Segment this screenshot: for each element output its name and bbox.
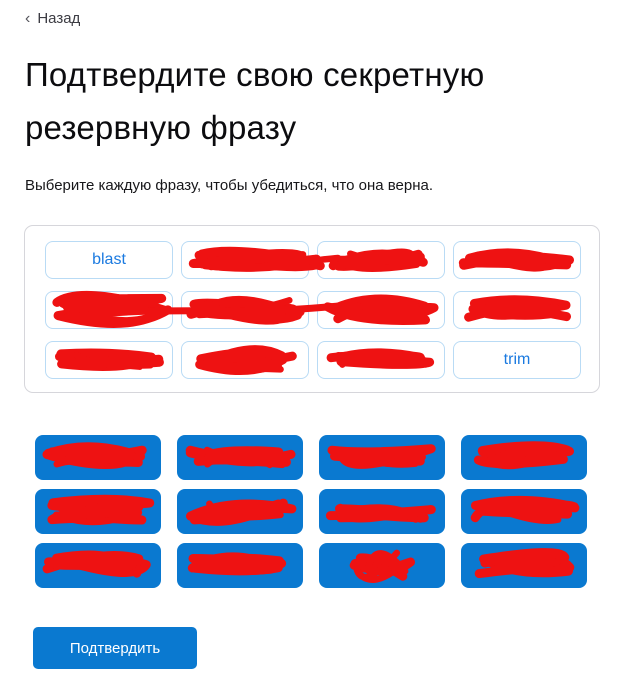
word-choice-button[interactable] xyxy=(177,435,303,480)
word-choice-button[interactable] xyxy=(35,435,161,480)
word-choice-label: climb xyxy=(365,449,399,466)
word-choice-button[interactable] xyxy=(461,543,587,588)
page-title-line-1: Подтвердите свою секретную xyxy=(25,56,485,93)
phrase-slot[interactable] xyxy=(317,341,445,379)
phrase-slot[interactable] xyxy=(45,341,173,379)
phrase-slot[interactable] xyxy=(45,291,173,329)
page-title-line-2: резервную фразу xyxy=(25,109,297,146)
phrase-slot[interactable] xyxy=(317,241,445,279)
confirm-button[interactable]: Подтвердить xyxy=(33,627,197,669)
back-link[interactable] xyxy=(25,10,80,27)
phrase-slot[interactable] xyxy=(181,241,309,279)
chevron-left-icon: ‹ xyxy=(25,9,31,27)
word-choice-button[interactable] xyxy=(461,435,587,480)
phrase-slot-panel xyxy=(24,225,600,393)
back-link-label: Назад xyxy=(37,10,81,27)
phrase-slot[interactable] xyxy=(181,291,309,329)
phrase-slot-label: trim xyxy=(503,351,531,368)
phrase-slot[interactable] xyxy=(181,341,309,379)
phrase-slot[interactable] xyxy=(453,341,581,379)
page-title xyxy=(25,48,617,154)
word-choice-button[interactable] xyxy=(35,489,161,534)
phrase-slot[interactable] xyxy=(45,241,173,279)
word-choice-button[interactable] xyxy=(319,435,445,480)
word-choice-button[interactable] xyxy=(35,543,161,588)
page-subtitle: Выберите каждую фразу, чтобы убедиться, что она верна. xyxy=(25,177,434,194)
word-choice-button[interactable] xyxy=(319,489,445,534)
phrase-slot-label: blast xyxy=(92,251,126,268)
word-choice-button[interactable] xyxy=(177,489,303,534)
word-choice-button[interactable] xyxy=(177,543,303,588)
word-choice-button[interactable] xyxy=(461,489,587,534)
phrase-slot[interactable] xyxy=(317,291,445,329)
phrase-slot[interactable] xyxy=(453,291,581,329)
word-choices-grid xyxy=(35,435,587,588)
phrase-slot[interactable] xyxy=(453,241,581,279)
word-choice-button[interactable] xyxy=(319,543,445,588)
